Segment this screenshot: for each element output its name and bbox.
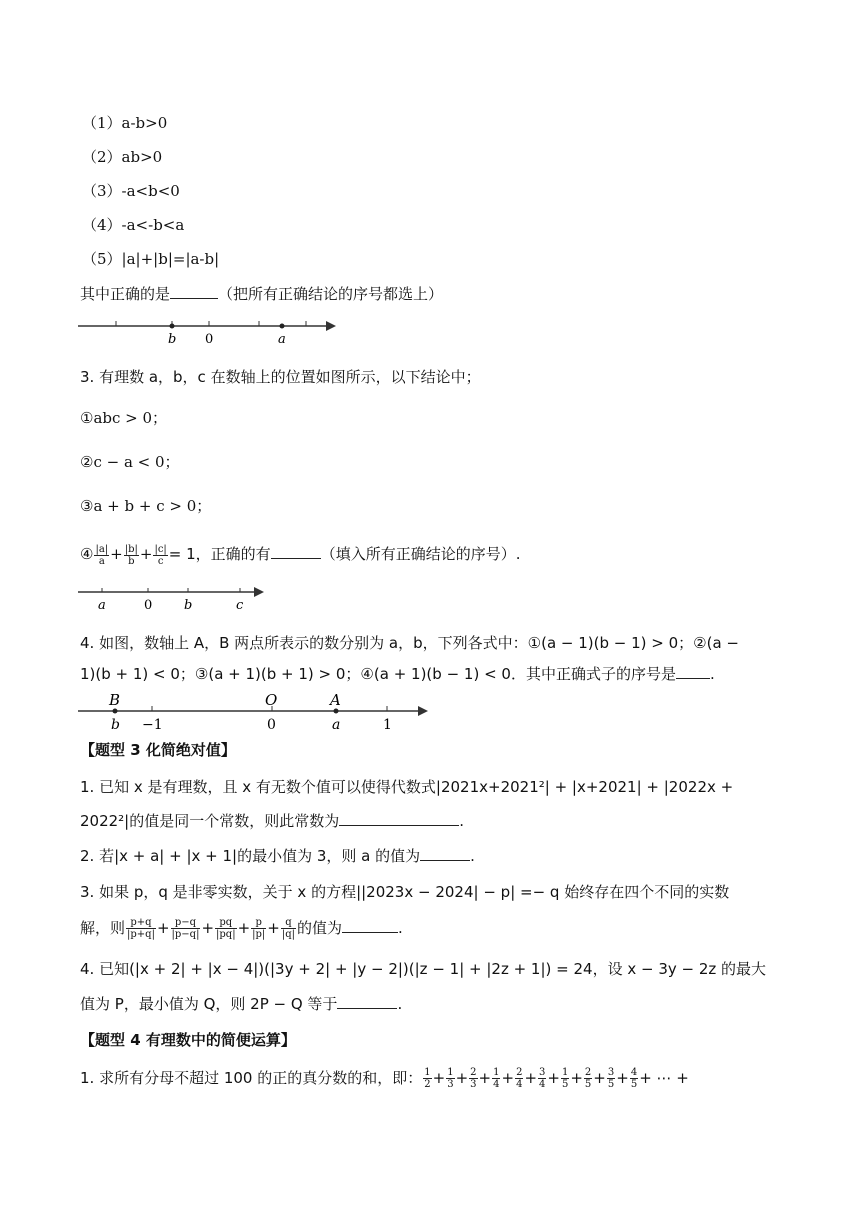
point-a [280, 324, 285, 329]
plus-sign: + [501, 1069, 515, 1087]
denominator: |p| [252, 929, 266, 940]
denominator: |q| [281, 929, 295, 940]
fraction [281, 917, 296, 940]
type-3-title: 【题型 3 化简绝对值】 [80, 741, 236, 759]
answer-blank [676, 664, 710, 679]
t3-q1-line-2 [80, 811, 464, 831]
q2-item-1: （1）a-b>0 [82, 114, 168, 132]
fraction [515, 1067, 523, 1090]
fraction [215, 917, 237, 940]
point-b [170, 324, 175, 329]
numerator: 4 [630, 1067, 638, 1078]
number-line-1 [78, 314, 348, 346]
fraction [124, 544, 139, 567]
q3-opt4-prefix: ④ [80, 545, 94, 563]
numerator: 3 [607, 1067, 615, 1078]
t3-q4-end: . [397, 995, 403, 1013]
numerator: 2 [470, 1067, 477, 1078]
answer-blank [339, 811, 459, 826]
numerator: 2 [584, 1067, 592, 1078]
t3-q1-line-2-text: 2022²|的值是同一个常数，则此常数为 [80, 812, 340, 830]
fraction [423, 1067, 431, 1090]
answer-blank [420, 846, 470, 861]
label-c: c [236, 598, 244, 613]
answer-blank [337, 994, 397, 1009]
t3-q1-end: . [459, 812, 465, 830]
label-zero: 0 [205, 332, 214, 346]
denominator: 3 [470, 1079, 477, 1090]
q4-line-1: 4. 如图，数轴上 A，B 两点所表示的数分别为 a，b，下列各式中：①(a − 1)(b − 1) > 0；②(a − [80, 634, 739, 652]
point-B [113, 709, 118, 714]
fraction [492, 1067, 500, 1090]
t3-q1-line-1: 1. 已知 x 是有理数，且 x 有无数个值可以使得代数式|2021x+2021²| + |x+2021| + |2022x + [80, 778, 734, 796]
t3-q2-end: . [470, 847, 475, 865]
label-zero: 0 [267, 717, 276, 733]
plus-sign: + [110, 545, 123, 563]
numerator: p+q [126, 917, 156, 929]
t4-q1-prefix: 1. 求所有分母不超过 100 的正的真分数的和，即： [80, 1069, 423, 1087]
denominator: 5 [630, 1079, 638, 1090]
q3-opt4-eq: = 1，正确的有 [168, 545, 271, 563]
denominator: 5 [607, 1079, 615, 1090]
numerator: q [281, 917, 296, 929]
numerator: 1 [561, 1067, 569, 1078]
denominator: 5 [561, 1079, 569, 1090]
plus-sign: + [547, 1069, 560, 1087]
fraction [607, 1067, 615, 1090]
plus-sign: + [455, 1069, 469, 1087]
plus-sign: + [478, 1069, 492, 1087]
fraction [446, 1067, 454, 1090]
fraction [561, 1067, 569, 1090]
plus-sign: + [593, 1069, 606, 1087]
t3-q4-line-2 [80, 994, 402, 1014]
plus-sign: + [524, 1069, 538, 1087]
answer-blank [342, 918, 398, 933]
plus-sign: + [432, 1069, 446, 1087]
numerator: 1 [424, 1067, 431, 1078]
denominator: a [98, 555, 105, 567]
fraction [171, 917, 201, 940]
t3-q3-line-1: 3. 如果 p，q 是非零实数，关于 x 的方程||2023x − 2024| − p| =− q 始终存在四个不同的实数 [80, 883, 730, 901]
answer-blank [271, 544, 321, 559]
q3-option-1: ①abc > 0； [80, 409, 168, 427]
denominator: |p−q| [171, 929, 200, 940]
numerator: |b| [124, 543, 138, 555]
number-line-2 [78, 583, 278, 613]
label-b: b [184, 598, 193, 613]
numerator: 2 [516, 1067, 523, 1078]
plus-sign: + [201, 919, 215, 937]
plus-sign: + [156, 919, 170, 937]
answer-blank [170, 284, 218, 299]
label-a: a [278, 332, 286, 346]
denominator: 5 [584, 1079, 592, 1090]
q2-item-4: （4）-a<-b<a [82, 216, 185, 234]
label-A: A [330, 691, 341, 709]
q2-tail: 其中正确的是 [80, 285, 171, 303]
numerator: 3 [539, 1067, 546, 1078]
q3-stem: 3. 有理数 a，b，c 在数轴上的位置如图所示，以下结论中； [80, 368, 481, 386]
plus-sign: + [139, 545, 153, 563]
denominator: |p+q| [127, 929, 155, 940]
label-B: B [109, 691, 121, 709]
plus-sign: + [267, 919, 280, 937]
numerator: |a| [95, 543, 109, 555]
type-4-title: 【题型 4 有理数中的简便运算】 [80, 1031, 296, 1049]
denominator: 2 [424, 1079, 431, 1090]
q2-item-5: （5）|a|+|b|=|a-b| [82, 250, 220, 268]
numerator: 1 [447, 1067, 454, 1078]
label-zero: 0 [144, 598, 153, 613]
q4-line-2-end: . [709, 665, 715, 683]
label-b: b [111, 717, 120, 733]
t3-q3-end: . [398, 919, 403, 937]
numerator: |c| [154, 543, 167, 555]
fraction [630, 1067, 638, 1090]
denominator: 4 [539, 1079, 546, 1090]
numerator: 1 [493, 1067, 500, 1078]
q4-line-2 [80, 664, 715, 684]
fraction [94, 544, 109, 567]
q2-tail-after: （把所有正确结论的序号都选上） [218, 285, 444, 303]
label-minus-one: −1 [142, 717, 163, 733]
q2-item-2: （2）ab>0 [82, 148, 163, 166]
fraction [251, 917, 266, 940]
fraction [469, 1067, 477, 1090]
t3-q2-text: 2. 若|x + a| + |x + 1|的最小值为 3，则 a 的值为 [80, 847, 421, 865]
numerator: pq [215, 917, 237, 929]
denominator: 3 [447, 1079, 454, 1090]
label-one: 1 [383, 717, 392, 733]
label-b: b [168, 332, 177, 346]
numerator: p [251, 917, 266, 929]
label-a: a [332, 717, 341, 733]
t3-q3-prefix: 解，则 [80, 919, 126, 937]
fraction [153, 544, 167, 567]
t3-q4-line-2-text: 值为 P，最小值为 Q，则 2P − Q 等于 [80, 995, 338, 1013]
q3-option-2: ②c − a < 0； [80, 453, 180, 471]
fraction [538, 1067, 546, 1090]
denominator: c [157, 555, 164, 567]
q2-answer-line [80, 284, 443, 304]
denominator: 4 [516, 1079, 523, 1090]
number-line-3 [78, 688, 438, 734]
point-A [334, 709, 339, 714]
denominator: |pq| [216, 929, 236, 940]
denominator: b [128, 555, 135, 567]
fraction [584, 1067, 592, 1090]
t3-q3-suffix: 的值为 [297, 919, 343, 937]
fraction [126, 917, 156, 940]
fraction-series [422, 1067, 639, 1090]
t4-q1 [80, 1062, 689, 1094]
plus-sign: + [570, 1069, 583, 1087]
t4-q1-suffix: + ⋯ + [639, 1069, 689, 1087]
label-O: O [265, 691, 278, 709]
plus-sign: + [616, 1069, 629, 1087]
q4-line-2-text: 1)(b + 1) < 0；③(a + 1)(b + 1) > 0；④(a + 1)(b − 1) < 0．其中正确式子的序号是 [80, 665, 676, 683]
t3-q3-line-2 [80, 912, 403, 944]
plus-sign: + [237, 919, 251, 937]
q3-opt4-after: （填入所有正确结论的序号）. [320, 545, 521, 563]
q3-option-3: ③a + b + c > 0； [80, 497, 212, 515]
t3-q2 [80, 846, 475, 866]
numerator: p−q [171, 917, 201, 929]
q3-option-4 [80, 538, 520, 570]
t3-q4-line-1: 4. 已知(|x + 2| + |x − 4|)(|3y + 2| + |y − 2|)(|z − 1| + |2z + 1|) = 24，设 x − 3y − 2z 的最大 [80, 960, 767, 978]
q2-item-3: （3）-a<b<0 [82, 182, 180, 200]
denominator: 4 [493, 1079, 500, 1090]
label-a: a [98, 598, 106, 613]
